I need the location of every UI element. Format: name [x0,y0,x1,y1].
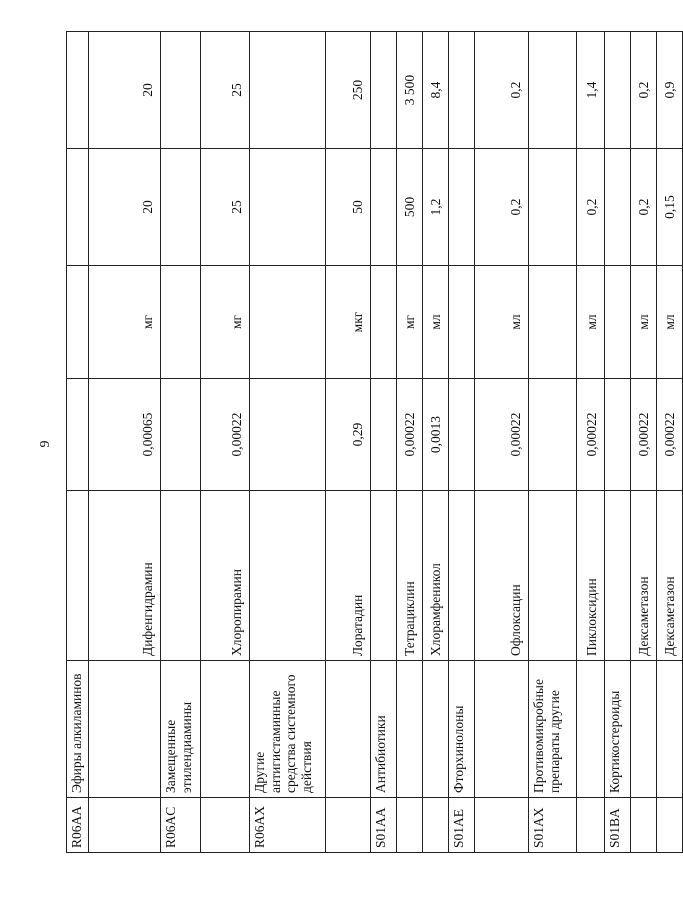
table-row [529,32,577,853]
unit-cell [605,266,631,379]
table-row [89,32,161,853]
group-cell: Антибиотики [371,661,397,798]
group-cell [326,661,371,798]
group-cell: Противомикробные препараты другие [529,661,577,798]
value-3-cell [371,32,397,149]
table-row [423,32,449,853]
value-1-cell [250,379,326,491]
group-cell: Кортикостероиды [605,661,631,798]
value-1-cell: 0,0013 [423,379,449,491]
atc-code-cell [201,798,250,853]
value-1-cell: 0,00022 [631,379,657,491]
unit-cell: мл [631,266,657,379]
table-row [161,32,201,853]
drug-name-cell [67,491,89,661]
group-cell [657,661,683,798]
group-cell [631,661,657,798]
atc-code-cell: S01BA [605,798,631,853]
value-3-cell [449,32,475,149]
unit-cell [371,266,397,379]
value-1-cell: 0,00022 [577,379,605,491]
value-3-cell: 1,4 [577,32,605,149]
value-3-cell [250,32,326,149]
atc-code-cell: R06AC [161,798,201,853]
table-row [475,32,529,853]
value-3-cell: 250 [326,32,371,149]
drug-name-cell: Дексаметазон [631,491,657,661]
value-2-cell [161,149,201,266]
group-cell: Эфиры алкиламинов [67,661,89,798]
value-3-cell [161,32,201,149]
table-row [67,32,89,853]
atc-code-cell: R06AA [67,798,89,853]
unit-cell [161,266,201,379]
group-cell: Замещенные этилендиамины [161,661,201,798]
value-2-cell: 1,2 [423,149,449,266]
atc-code-cell: S01AE [449,798,475,853]
value-2-cell [605,149,631,266]
value-3-cell: 0,9 [657,32,683,149]
value-1-cell [371,379,397,491]
drug-name-cell: Пиклоксидин [577,491,605,661]
value-1-cell [449,379,475,491]
value-1-cell [161,379,201,491]
value-2-cell: 20 [89,149,161,266]
value-2-cell: 0,2 [631,149,657,266]
value-3-cell: 8,4 [423,32,449,149]
atc-code-cell [89,798,161,853]
value-3-cell: 20 [89,32,161,149]
atc-code-cell [326,798,371,853]
value-2-cell: 0,2 [475,149,529,266]
unit-cell [250,266,326,379]
value-2-cell [250,149,326,266]
atc-code-cell [475,798,529,853]
drug-name-cell: Офлоксацин [475,491,529,661]
value-1-cell: 0,29 [326,379,371,491]
table-body [67,32,683,853]
unit-cell: мкг [326,266,371,379]
unit-cell [449,266,475,379]
value-2-cell [449,149,475,266]
drug-name-cell [529,491,577,661]
value-2-cell [67,149,89,266]
atc-code-cell: S01AX [529,798,577,853]
group-cell [89,661,161,798]
value-2-cell [371,149,397,266]
drug-name-cell [250,491,326,661]
page-number: 9 [38,440,53,448]
table-row [605,32,631,853]
table-row [397,32,423,853]
value-2-cell: 25 [201,149,250,266]
table-row [250,32,326,853]
table-container [66,32,678,853]
group-cell [475,661,529,798]
value-1-cell: 0,00022 [201,379,250,491]
table-row [657,32,683,853]
value-3-cell: 25 [201,32,250,149]
drug-name-cell [605,491,631,661]
atc-code-cell [423,798,449,853]
value-2-cell [529,149,577,266]
table-row [577,32,605,853]
atc-code-cell [631,798,657,853]
group-cell: Фторхинолоны [449,661,475,798]
drug-name-cell: Дексаметазон [657,491,683,661]
drug-name-cell [449,491,475,661]
atc-code-cell: R06AX [250,798,326,853]
table-row [631,32,657,853]
value-1-cell [605,379,631,491]
value-2-cell: 0,2 [577,149,605,266]
value-3-cell [67,32,89,149]
group-cell [397,661,423,798]
unit-cell: мг [397,266,423,379]
group-cell [577,661,605,798]
drug-name-cell [161,491,201,661]
unit-cell: мг [89,266,161,379]
unit-cell: мл [577,266,605,379]
value-1-cell [529,379,577,491]
unit-cell [529,266,577,379]
unit-cell: мл [475,266,529,379]
unit-cell: мл [657,266,683,379]
drug-name-cell: Хлоропирамин [201,491,250,661]
group-cell: Другие антигистаминные средства системного действия [250,661,326,798]
value-3-cell: 3 500 [397,32,423,149]
atc-code-cell: S01AA [371,798,397,853]
table-row [371,32,397,853]
drug-table [66,31,683,853]
drug-name-cell [371,491,397,661]
value-1-cell: 0,00065 [89,379,161,491]
value-1-cell: 0,00022 [657,379,683,491]
atc-code-cell [577,798,605,853]
drug-name-cell: Дифенгидрамин [89,491,161,661]
value-1-cell: 0,00022 [475,379,529,491]
value-3-cell: 0,2 [631,32,657,149]
unit-cell: мг [201,266,250,379]
table-row [449,32,475,853]
group-cell [201,661,250,798]
value-3-cell [529,32,577,149]
drug-name-cell: Хлорамфеникол [423,491,449,661]
value-3-cell: 0,2 [475,32,529,149]
unit-cell: мл [423,266,449,379]
table-row [201,32,250,853]
table-row [326,32,371,853]
drug-name-cell: Лоратадин [326,491,371,661]
atc-code-cell [657,798,683,853]
value-3-cell [605,32,631,149]
rotated-table-frame [66,32,678,853]
group-cell [423,661,449,798]
value-2-cell: 50 [326,149,371,266]
value-1-cell: 0,00022 [397,379,423,491]
value-2-cell: 500 [397,149,423,266]
unit-cell [67,266,89,379]
atc-code-cell [397,798,423,853]
drug-name-cell: Тетрациклин [397,491,423,661]
value-1-cell [67,379,89,491]
value-2-cell: 0,15 [657,149,683,266]
